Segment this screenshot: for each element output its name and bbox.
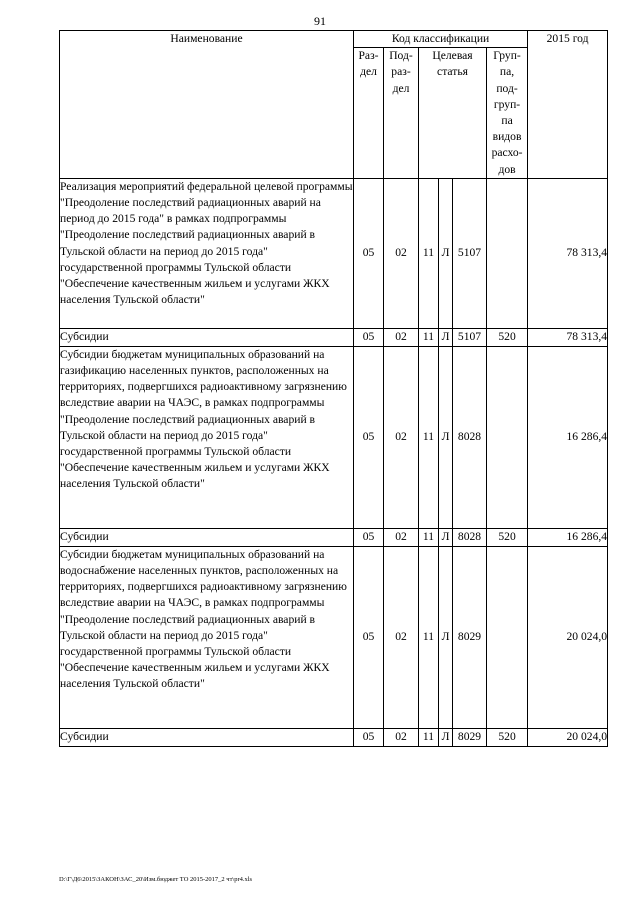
row-podrazdel: 02 [384,328,419,346]
row-group: 520 [487,328,528,346]
row-amount: 20 024,0 [528,546,608,728]
table-row [60,728,608,746]
header-group-line: видов [492,130,522,144]
row-target-part1: 11 [419,178,439,328]
header-podrazdel-line: дел [392,81,410,95]
header-podrazdel-line: Под- [389,49,413,63]
table-row [60,328,608,346]
row-amount: 78 313,4 [528,328,608,346]
row-amount: 78 313,4 [528,178,608,328]
table-header [60,31,608,179]
row-group [487,346,528,528]
row-name: Субсидии [60,328,354,346]
row-target-part1: 11 [419,728,439,746]
row-amount: 16 286,4 [528,346,608,528]
header-classification: Код классификации [354,31,528,48]
page-number: 91 [314,14,326,28]
table-row [60,546,608,728]
row-podrazdel: 02 [384,178,419,328]
header-group-line: па, [499,65,515,79]
row-group: 520 [487,728,528,746]
table-row [60,178,608,328]
row-target-part3: 8029 [453,546,487,728]
row-razdel: 05 [354,328,384,346]
row-razdel: 05 [354,528,384,546]
row-target-part2: Л [439,528,453,546]
header-target-line: статья [437,65,468,79]
row-target-part1: 11 [419,328,439,346]
file-path-footer: D:\Г\Д6\2015\ЗАКОН\ЗАС_20\Изм.бюджет ТО 2015-2017_2 чт\pr4.xls [59,876,253,883]
table-row [60,346,608,528]
row-target-part3: 5107 [453,328,487,346]
header-podrazdel-line: раз- [391,65,411,79]
row-group [487,546,528,728]
header-razdel [354,48,384,179]
row-target-part2: Л [439,178,453,328]
row-name: Субсидии [60,728,354,746]
header-group-line: груп- [493,97,521,111]
header-group-line: Груп- [493,49,521,63]
header-podrazdel [384,48,419,179]
row-target-part1: 11 [419,346,439,528]
header-group-line: па [501,114,513,128]
header-group-line: под- [496,81,518,95]
row-target-part3: 5107 [453,178,487,328]
header-target [419,48,487,179]
row-podrazdel: 02 [384,728,419,746]
header-year: 2015 год [528,31,608,179]
row-target-part2: Л [439,728,453,746]
row-target-part3: 8028 [453,346,487,528]
budget-table [59,30,608,747]
row-group [487,178,528,328]
row-razdel: 05 [354,728,384,746]
header-target-line: Целевая [432,49,473,63]
row-name: Субсидии бюджетам муниципальных образований на газификацию населенных пунктов, расположенных на территориях, подвергшихся радиоактивному загрязнению вследствие аварии на ЧАЭС, в рамках подпрограммы "Преодоление последствий радиационных аварий в Тульской области на период до 2015 года" государственной программы Тульской области "Обеспечение качественным жильем и услугами ЖКХ населения Тульской области" [60,346,354,528]
header-group-line: расхо- [491,146,523,160]
header-razdel-line: Раз- [358,49,379,63]
header-name: Наименование [60,31,354,179]
row-name: Субсидии [60,528,354,546]
row-amount: 20 024,0 [528,728,608,746]
header-group [487,48,528,179]
row-amount: 16 286,4 [528,528,608,546]
row-target-part3: 8028 [453,528,487,546]
row-podrazdel: 02 [384,546,419,728]
row-razdel: 05 [354,178,384,328]
row-target-part1: 11 [419,546,439,728]
row-razdel: 05 [354,546,384,728]
row-target-part2: Л [439,328,453,346]
row-podrazdel: 02 [384,346,419,528]
table-row [60,528,608,546]
row-razdel: 05 [354,346,384,528]
row-target-part2: Л [439,546,453,728]
row-name: Реализация мероприятий федеральной целевой программы "Преодоление последствий радиационных аварий на период до 2015 года" в рамках подпрограммы "Преодоление последствий радиационных аварий в Тульской области на период до 2015 года" государственной программы Тульской области "Обеспечение качественным жильем и услугами ЖКХ населения Тульской области" [60,178,354,328]
header-razdel-line: дел [360,65,377,79]
header-group-line: дов [498,162,516,176]
row-podrazdel: 02 [384,528,419,546]
row-target-part2: Л [439,346,453,528]
row-target-part1: 11 [419,528,439,546]
row-name: Субсидии бюджетам муниципальных образований на водоснабжение населенных пунктов, расположенных на территориях, подвергшихся радиоактивному загрязнению вследствие аварии на ЧАЭС, в рамках подпрограммы "Преодоление последствий радиационных аварий в Тульской области на период до 2015 года" государственной программы Тульской области "Обеспечение качественным жильем и услугами ЖКХ населения Тульской области" [60,546,354,728]
row-group: 520 [487,528,528,546]
row-target-part3: 8029 [453,728,487,746]
